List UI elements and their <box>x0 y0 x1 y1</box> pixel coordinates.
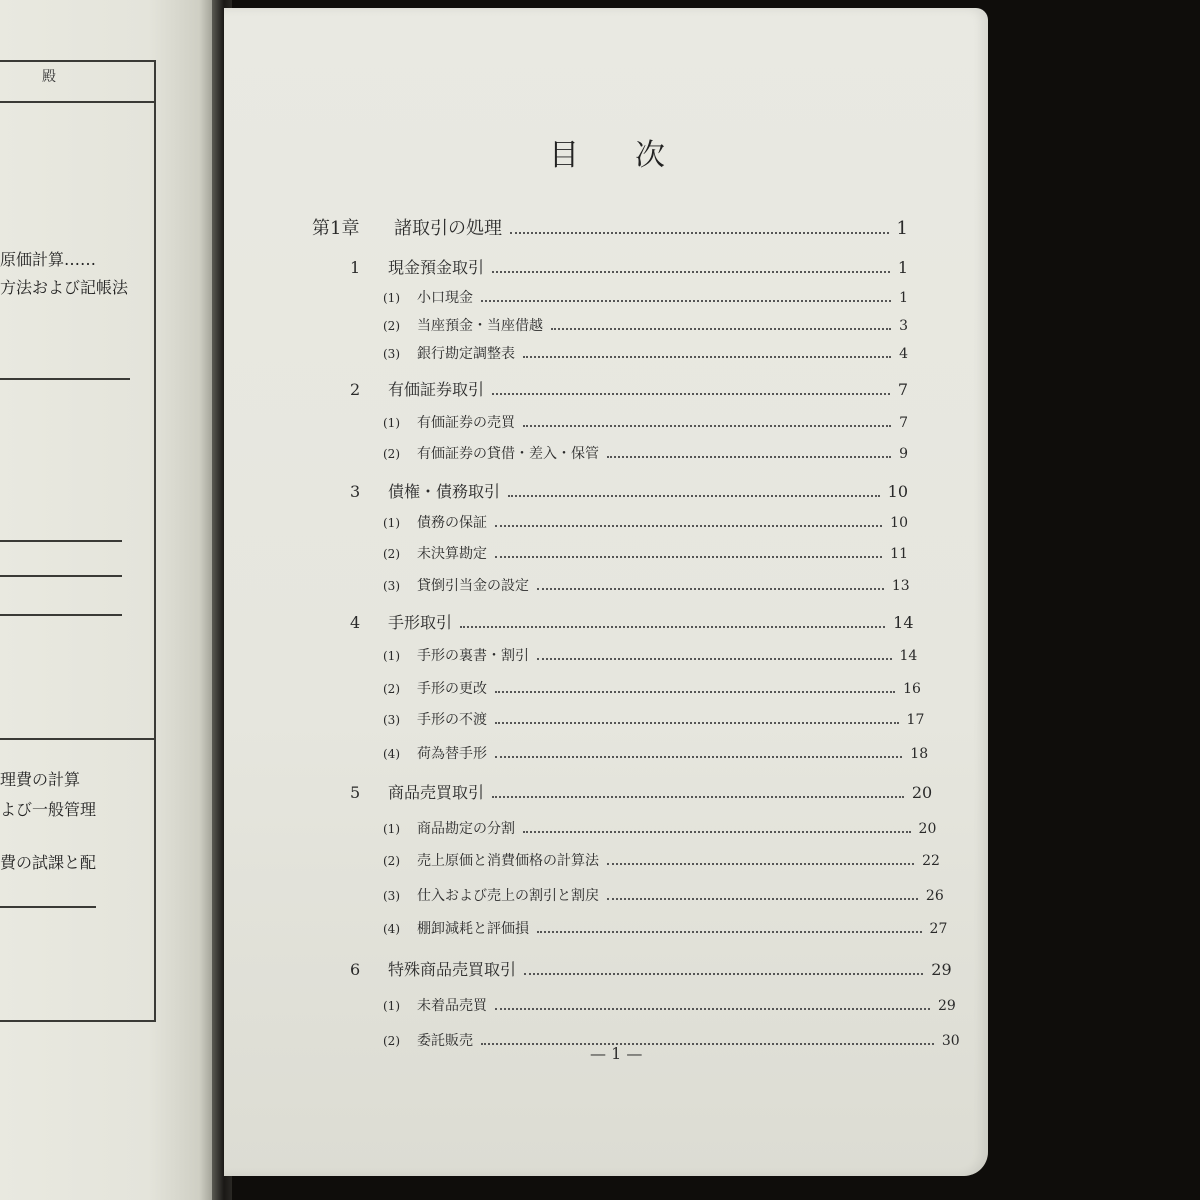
toc-entry <box>383 1030 960 1050</box>
toc-entry-title: 未決算勘定 <box>417 546 487 562</box>
toc-entry-number: (1) <box>383 516 400 530</box>
toc-entry-title: 銀行勘定調整表 <box>417 346 515 362</box>
toc-entry-title: 有価証券の売買 <box>417 415 515 431</box>
toc-entry-page: 13 <box>891 578 910 594</box>
toc-entry-title: 荷為替手形 <box>417 746 487 762</box>
toc-entry-title: 商品売買取引 <box>388 783 485 802</box>
toc-entry <box>383 709 924 729</box>
left-rule <box>0 575 122 577</box>
leader-dots <box>607 456 891 458</box>
leader-dots <box>537 931 922 933</box>
leader-dots <box>495 691 895 693</box>
toc-entry <box>383 850 940 870</box>
leader-dots <box>492 796 904 798</box>
toc-entry-number: (2) <box>383 447 400 461</box>
left-rule <box>0 614 122 616</box>
toc-entry-number: 第1章 <box>312 218 360 239</box>
toc-entry <box>350 479 908 502</box>
leader-dots <box>607 863 914 865</box>
toc-entry-number: (1) <box>383 291 400 305</box>
left-rule <box>0 738 154 740</box>
toc-entry-number: 5 <box>350 783 361 802</box>
toc-entry-title: 棚卸減耗と評価損 <box>417 921 529 937</box>
leader-dots <box>495 556 882 558</box>
toc-entry-page: 17 <box>906 712 925 728</box>
toc-entry-number: (3) <box>383 579 400 593</box>
left-rule <box>0 378 130 380</box>
toc-entry-page: 29 <box>938 998 956 1014</box>
toc-entry-page: 20 <box>911 783 933 802</box>
toc-entry-title: 諸取引の処理 <box>394 218 502 239</box>
toc-entry <box>350 377 908 400</box>
toc-entry-page: 14 <box>893 613 914 632</box>
toc-entry-number: (4) <box>383 922 400 936</box>
toc-entry-number: (3) <box>383 347 400 361</box>
toc-entry-page: 10 <box>887 482 908 501</box>
toc-entry <box>383 918 947 938</box>
toc-entry <box>350 255 908 278</box>
leader-dots <box>508 495 880 497</box>
toc-title: 目次 <box>549 138 721 173</box>
toc-entry <box>312 214 908 240</box>
toc-entry-number: 3 <box>350 482 361 501</box>
leader-dots <box>523 356 891 358</box>
toc-entry <box>383 995 956 1015</box>
toc-entry-page: 1 <box>897 258 908 277</box>
leader-dots <box>537 658 892 660</box>
toc-entry-number: 1 <box>350 258 361 277</box>
leader-dots <box>523 831 911 833</box>
toc-entry-title: 貸倒引当金の設定 <box>417 578 529 594</box>
toc-entry-title: 有価証券の貸借・差入・保管 <box>417 446 599 462</box>
toc-entry <box>350 780 932 803</box>
left-rule <box>0 906 96 908</box>
left-page-line: 理費の計算 <box>0 770 81 789</box>
leader-dots <box>523 425 891 427</box>
leader-dots <box>510 232 889 234</box>
toc-entry <box>383 678 921 698</box>
toc-entry-page: 29 <box>931 960 952 979</box>
toc-entry <box>350 610 914 633</box>
toc-entry <box>383 743 928 763</box>
toc-entry-title: 手形の更改 <box>417 681 487 697</box>
toc-entry-number: (4) <box>383 747 400 761</box>
left-page-line: 方法および記帳法 <box>0 278 129 297</box>
toc-entry-title: 仕入および売上の割引と割戻 <box>417 888 599 904</box>
left-page <box>0 0 212 1200</box>
toc-entry-page: 7 <box>899 415 908 431</box>
toc-entry-title: 手形取引 <box>388 613 453 632</box>
toc-entry-number: (2) <box>383 854 400 868</box>
toc-entry-page: 30 <box>941 1033 960 1049</box>
toc-entry-title: 委託販売 <box>417 1033 473 1049</box>
leader-dots <box>481 300 891 302</box>
toc-entry-page: 20 <box>918 821 937 837</box>
toc-entry <box>383 443 908 463</box>
toc-entry-title: 債権・債務取引 <box>388 482 501 501</box>
toc-entry-title: 債務の保証 <box>417 515 487 531</box>
toc-entry-number: (3) <box>383 889 400 903</box>
toc-entry <box>383 512 908 532</box>
toc-entry-number: (1) <box>383 649 400 663</box>
page-number: — 1 — <box>590 1044 643 1063</box>
leader-dots <box>524 973 923 975</box>
toc-entry-page: 22 <box>922 853 940 869</box>
toc-entry-number: (2) <box>383 682 400 696</box>
toc-entry-number: (2) <box>383 319 400 333</box>
left-page-header: 殿 <box>42 69 56 85</box>
toc-entry <box>383 343 908 363</box>
left-page-line: よび一般管理 <box>0 800 97 819</box>
leader-dots <box>495 722 899 724</box>
toc-entry-page: 11 <box>890 546 908 562</box>
leader-dots <box>607 898 918 900</box>
toc-entry-page: 26 <box>925 888 944 904</box>
left-rule <box>0 540 122 542</box>
toc-entry <box>350 957 952 980</box>
toc-entry <box>383 315 908 335</box>
left-header-rule <box>0 101 154 103</box>
leader-dots <box>481 1043 934 1045</box>
toc-entry <box>383 818 936 838</box>
toc-entry <box>383 885 944 905</box>
toc-entry-title: 現金預金取引 <box>388 258 485 277</box>
toc-entry-title: 特殊商品売買取引 <box>388 960 517 979</box>
leader-dots <box>492 393 890 395</box>
leader-dots <box>495 756 902 758</box>
toc-entry-number: (1) <box>383 822 400 836</box>
toc-entry-page: 10 <box>890 515 908 531</box>
leader-dots <box>495 1008 930 1010</box>
leader-dots <box>537 588 884 590</box>
toc-entry <box>383 287 908 307</box>
left-page-line: 費の試課と配 <box>0 853 97 872</box>
toc-entry-page: 3 <box>899 318 908 334</box>
leader-dots <box>460 626 885 628</box>
toc-entry-page: 1 <box>899 290 908 306</box>
toc-entry-title: 有価証券取引 <box>388 380 485 399</box>
toc-entry-page: 1 <box>896 218 908 239</box>
toc-entry-title: 手形の不渡 <box>417 712 487 728</box>
toc-entry-title: 売上原価と消費価格の計算法 <box>417 853 599 869</box>
toc-entry <box>383 543 908 563</box>
toc-entry-page: 27 <box>929 921 948 937</box>
toc-entry-title: 当座預金・当座借越 <box>417 318 543 334</box>
leader-dots <box>495 525 882 527</box>
toc-entry-number: (2) <box>383 1034 400 1048</box>
toc-entry-number: 2 <box>350 380 361 399</box>
toc-entry-title: 商品勘定の分割 <box>417 821 515 837</box>
leader-dots <box>551 328 891 330</box>
toc-entry-page: 7 <box>897 380 908 399</box>
toc-entry-number: 4 <box>350 613 361 632</box>
toc-entry <box>383 645 917 665</box>
left-page-line: 原価計算…… <box>0 250 97 269</box>
toc-entry-number: (3) <box>383 713 400 727</box>
leader-dots <box>492 271 890 273</box>
toc-entry-number: (2) <box>383 547 400 561</box>
toc-entry-page: 9 <box>899 446 908 462</box>
toc-entry-number: 6 <box>350 960 361 979</box>
toc-entry-number: (1) <box>383 416 400 430</box>
toc-entry <box>383 575 910 595</box>
toc-entry-title: 手形の裏書・割引 <box>417 648 529 664</box>
toc-entry-page: 16 <box>903 681 921 697</box>
toc-entry <box>383 412 908 432</box>
toc-entry-number: (1) <box>383 999 400 1013</box>
toc-entry-page: 4 <box>899 346 908 362</box>
toc-entry-title: 未着品売買 <box>417 998 487 1014</box>
toc-entry-page: 14 <box>899 648 918 664</box>
toc-entry-title: 小口現金 <box>417 290 473 306</box>
toc-entry-page: 18 <box>910 746 929 762</box>
